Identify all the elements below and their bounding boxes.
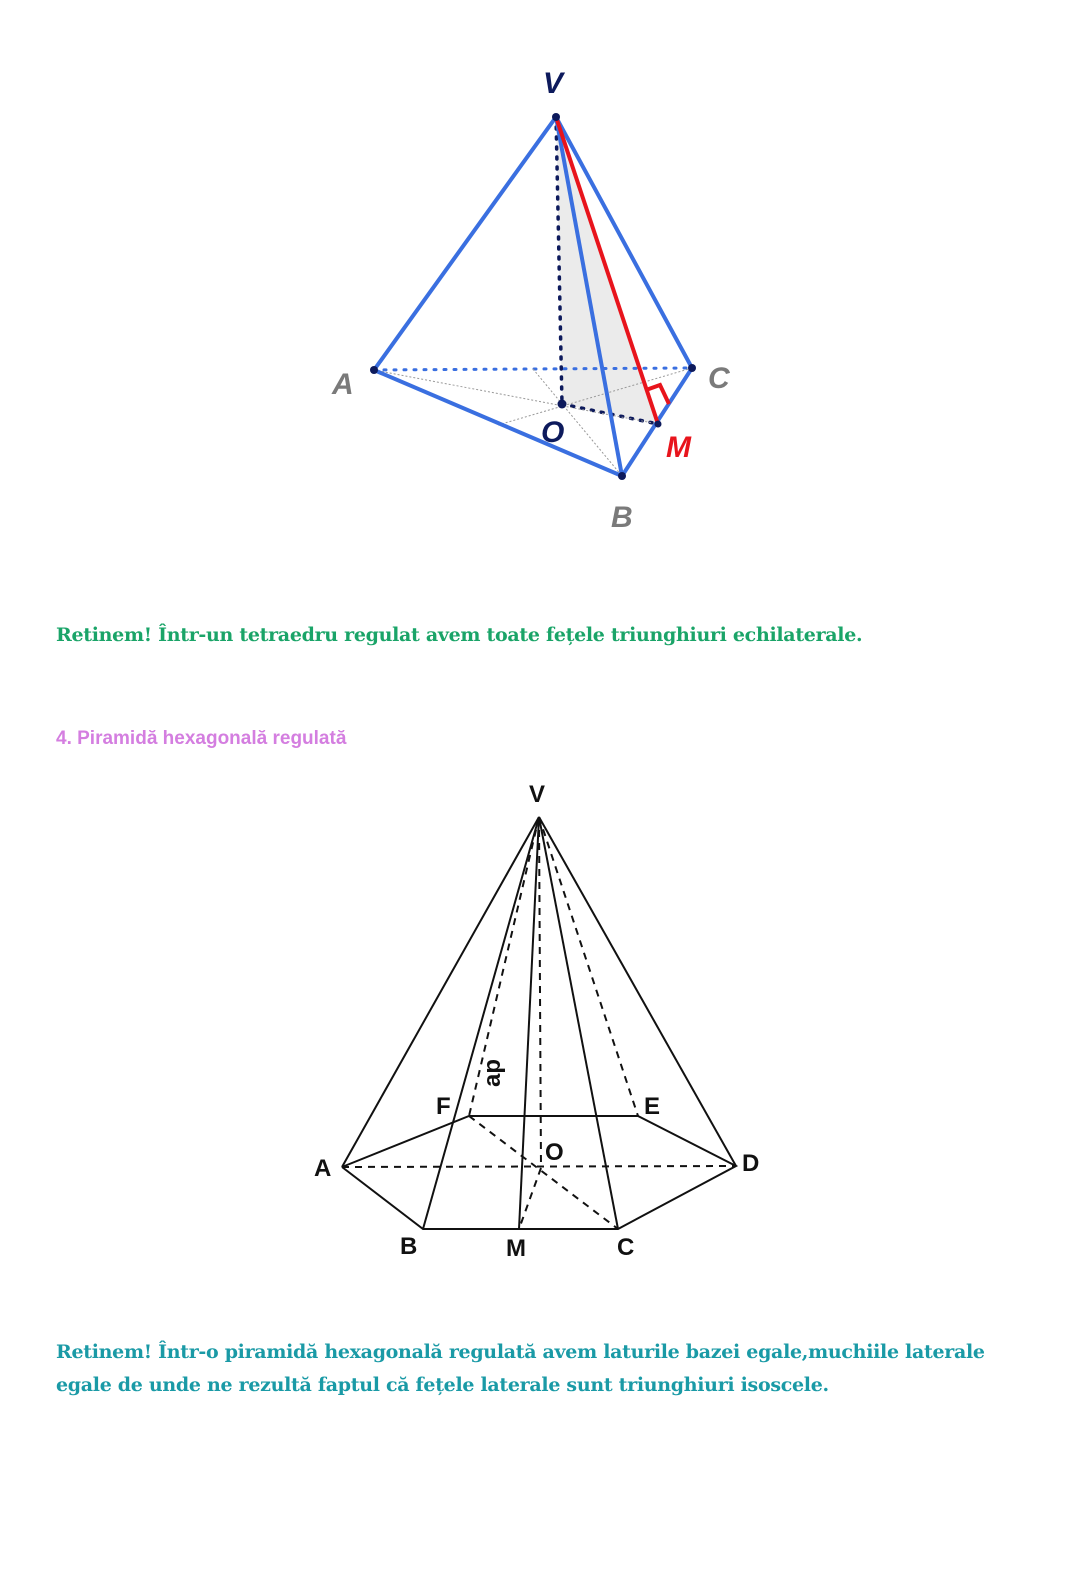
label-b: B (400, 1233, 418, 1260)
label-m: M (666, 431, 691, 464)
label-ap: ap (479, 1058, 506, 1087)
label-e: E (644, 1093, 661, 1120)
label-d: D (742, 1150, 760, 1177)
label-m: M (506, 1235, 526, 1262)
label-a: A (332, 368, 354, 401)
label-c: C (617, 1234, 635, 1261)
label-b: B (611, 501, 633, 534)
label-o: O (541, 416, 565, 449)
label-a: A (314, 1155, 332, 1182)
tetrahedron-note: Retinem! Într-un tetraedru regulat avem toate fețele triunghiuri echilaterale. (56, 624, 863, 646)
label-v: V (529, 781, 546, 808)
label-v: V (543, 67, 564, 100)
label-f: F (436, 1093, 451, 1120)
tetrahedron-figure (0, 0, 1080, 560)
label-c: C (708, 362, 730, 395)
label-o: O (545, 1139, 564, 1166)
section-heading: 4. Piramidă hexagonală regulată (56, 728, 347, 749)
hexagonal-note: Retinem! Într-o piramidă hexagonală regulată avem laturile bazei egale,muchiile laterale egale de unde ne rezultă faptul că fețele laterale sunt triunghiuri isoscele. (56, 1341, 985, 1396)
